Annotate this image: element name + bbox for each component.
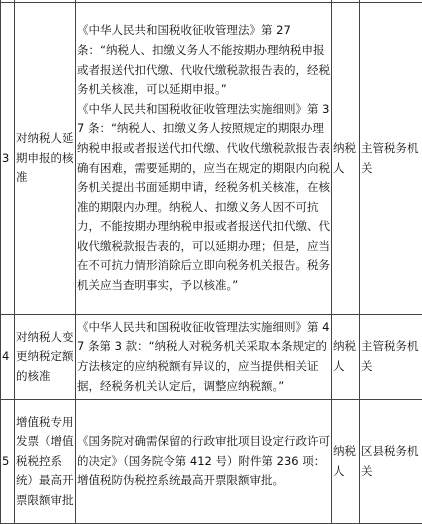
- legal-basis: [76, 3, 332, 315]
- basis-paragraph: 《中华人民共和国税收征收管理法》第 27 条：“纳税人、扣缴义务人不能按期办理纳税申报或者报送代扣代缴、代收代缴税款报告表的，经税务机关核准，可以延期申报。”: [77, 21, 331, 99]
- table-row: [1, 315, 422, 400]
- basis-paragraph: 《中华人民共和国税收征收管理法实施细则》第 37 条：“纳税人、扣缴义务人按照规定的期限办理纳税申报或者报送代扣代缴、代收代缴税款报告表确有困难，需要延期的，应当在规定的期限内向税务机关提出书面延期申请，经税务机关核准，在核准的期限内办理。纳税人、扣缴义务人因不可抗力，不能按期办理纳税申报或者报送代扣代缴、代收代缴税款报告表的，可以延期办理；但是，应当在不可抗力情形消除后立即向税务机关报告。税务机关应当查明事实，予以核准。”: [77, 100, 331, 296]
- implementing-department: 区县税务机关: [360, 400, 422, 524]
- row-number: 3: [1, 3, 15, 315]
- item-name: 对纳税人变更纳税定额的核准: [15, 315, 76, 400]
- implementing-department: 主管税务机关: [360, 3, 422, 315]
- implementing-department: 主管税务机关: [360, 315, 422, 400]
- applicant-type: 纳税人: [332, 400, 360, 524]
- item-name: 增值税专用发票（增值税税控系统）最高开票限额审批: [15, 400, 76, 524]
- basis-paragraph: 《国务院对确需保留的行政审批项目设定行政许可的决定》（国务院令第 412 号）附件第 236 项：增值税防伪税控系统最高开票限额审批。: [77, 432, 331, 491]
- applicant-type: 纳税人: [332, 315, 360, 400]
- table-row: [1, 3, 422, 315]
- legal-basis: [76, 315, 332, 400]
- basis-paragraph: 《中华人民共和国税收征收管理法实施细则》第 47 条第 3 款：“纳税人对税务机关采取本条规定的方法核定的应纳税额有异议的，应当提供相关证据，经税务机关认定后，调整应纳税额。”: [77, 318, 331, 396]
- legal-basis: [76, 400, 332, 524]
- applicant-type: 纳税人: [332, 3, 360, 315]
- row-number: 5: [1, 400, 15, 524]
- item-name: 对纳税人延期申报的核准: [15, 3, 76, 315]
- row-number: 4: [1, 315, 15, 400]
- table-row: [1, 400, 422, 524]
